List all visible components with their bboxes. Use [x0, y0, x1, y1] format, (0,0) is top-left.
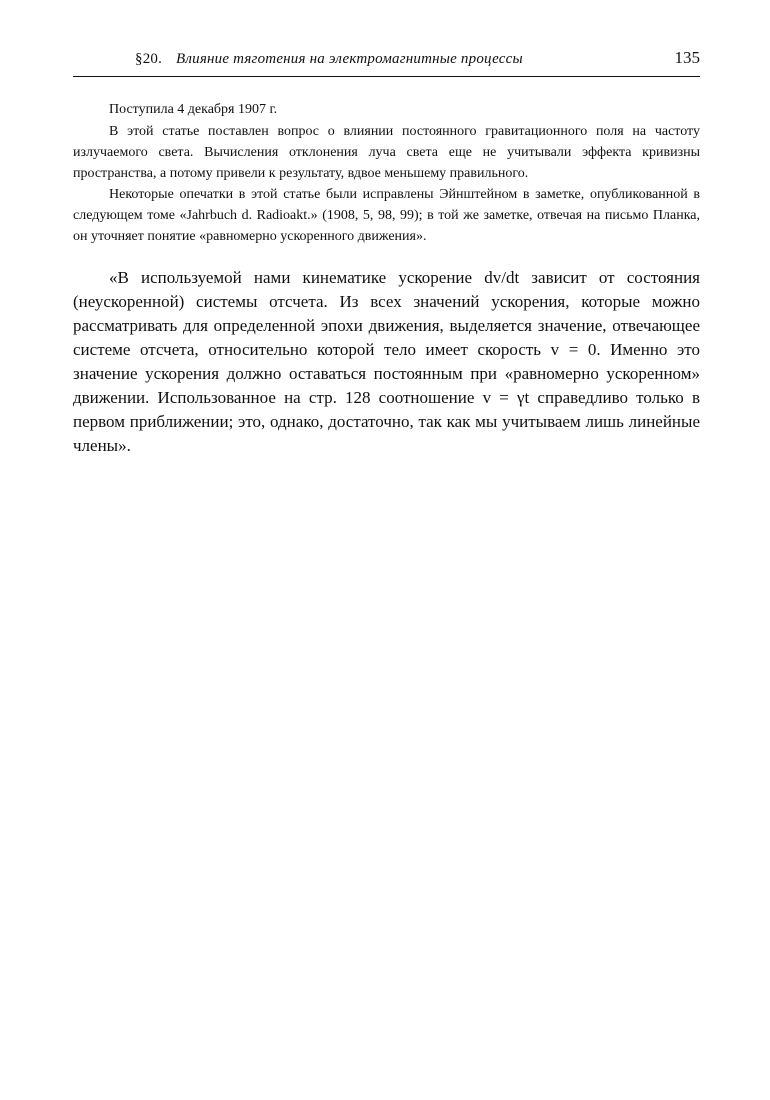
section-number: §20.	[135, 51, 163, 67]
running-title	[135, 51, 523, 68]
section-title: Влияние тяготения на электромагнитные процессы	[176, 51, 523, 67]
editorial-notes	[73, 99, 700, 247]
quoted-paragraph: «В используемой нами кинематике ускорение dv/dt зависит от состояния (неускоренной) системы отсчета. Из всех значений ускорения, которые можно рассматривать для определенной эпохи движения, выделяется значение, отвечающее системе отсчета, относительно которой тело имеет скорость v = 0. Именно это значение ускорения должно оставаться постоянным при «равномерно ускоренном» движении. Использованное на стр. 128 соотношение v = γt справедливо только в первом приближении; это, однако, достаточно, так как мы учитываем лишь линейные члены».	[73, 268, 700, 455]
note-paragraph: В этой статье поставлен вопрос о влиянии постоянного гравитационного поля на частоту излучаемого света. Вычисления отклонения луча света еще не учитывали эффекта кривизны пространства, а потому привели к результату, вдвое меньшему правильного.	[73, 124, 700, 181]
received-date: Поступила 4 декабря 1907 г.	[109, 102, 278, 117]
note-paragraph: Некоторые опечатки в этой статье были исправлены Эйнштейном в заметке, опубликованной в следующем томе «Jahrbuch d. Radioakt.» (1908, 5, 98, 99); в той же заметке, отвечая на письмо Планка, он уточняет понятие «равномерно ускоренного движения».	[73, 187, 700, 244]
running-header	[73, 48, 700, 77]
quoted-text-block	[73, 266, 700, 458]
document-page	[73, 48, 700, 458]
page-number: 135	[674, 48, 700, 67]
